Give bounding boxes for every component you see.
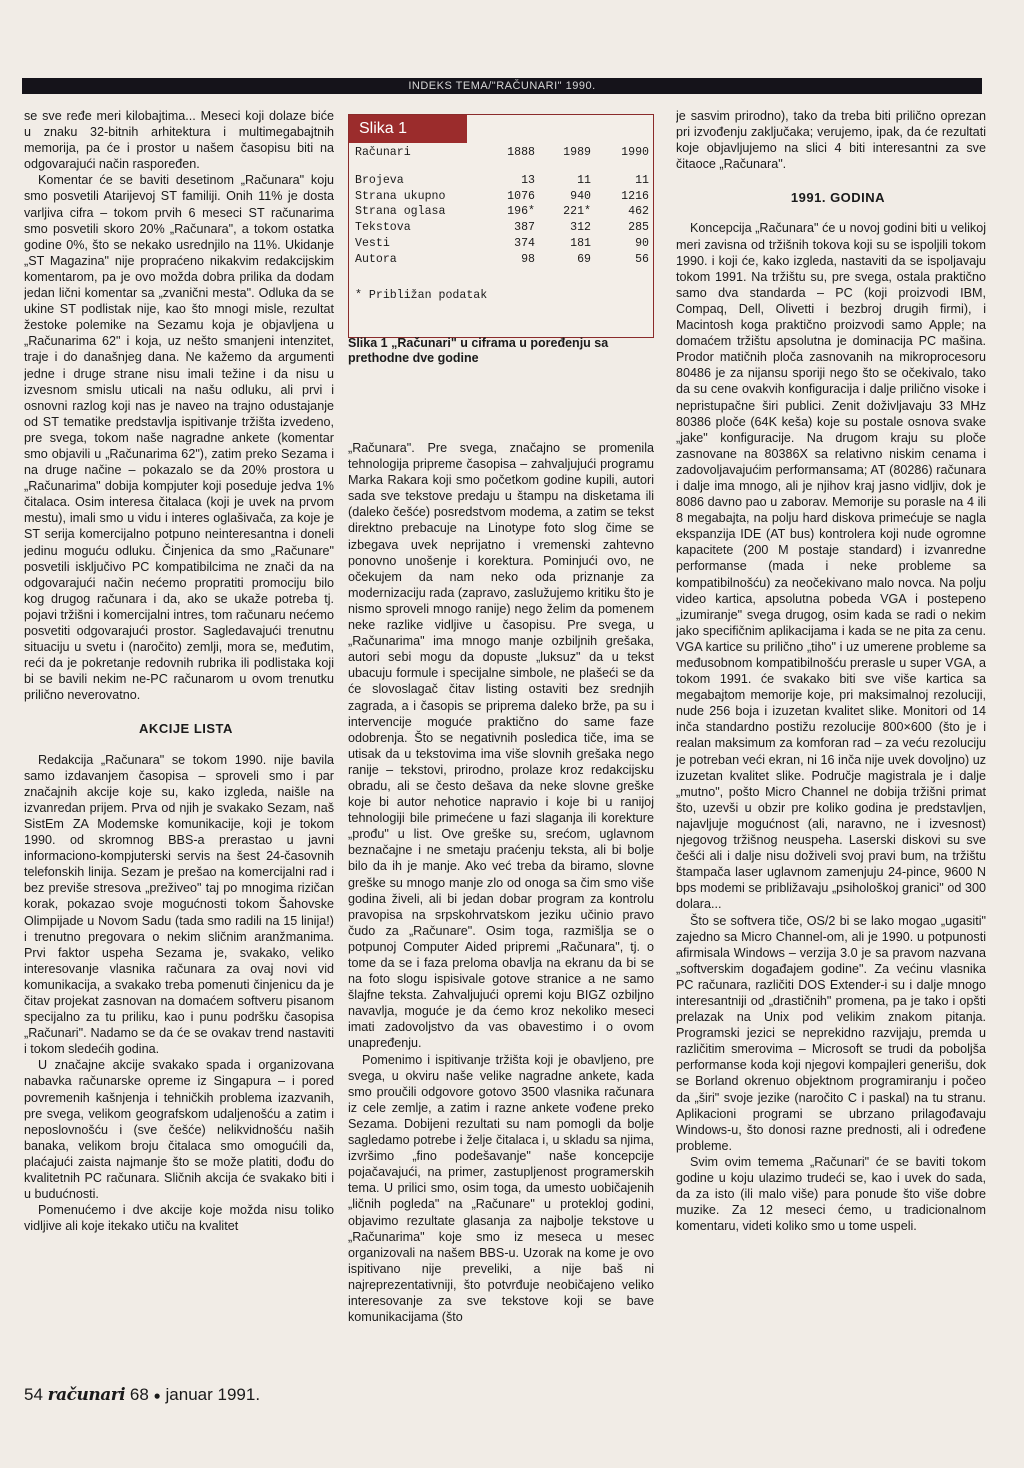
table-header-cell: Računari — [355, 146, 411, 159]
table-cell: 387 — [514, 221, 535, 235]
table-cell: 11 — [577, 173, 591, 187]
issue-date: januar 1991. — [165, 1385, 261, 1404]
table-cell: Vesti — [355, 236, 390, 250]
figure-label: Slika 1 — [349, 115, 467, 143]
table-row — [355, 252, 649, 268]
table-cell: 374 — [514, 236, 535, 250]
paragraph: se sve ređe meri kilobajtima... Meseci koji dolaze biće u znaku 32-bitnih arhitektura i multimegabajtnih memorija, pa će i prostor u našem časopisu biti na odgovarajući način raspoređen. — [24, 109, 334, 172]
issue-number: 68 — [129, 1385, 149, 1404]
table-cell: 56 — [635, 252, 649, 266]
table-cell: 221* — [563, 205, 591, 219]
table-cell: Strana oglasa — [355, 205, 446, 219]
paragraph: U značajne akcije svakako spada i organizovana nabavka računarske opreme iz Singapura – i pored povremenih kašnjenja i tehničkih problema izazvanih, pre svega, velikom geografskom udaljenošću a zatim i neposlovnošću i (sve češće) nelikvidnošću naših banaka, velikom broju čitalaca smo omogućili da, plaćajući zaista najmanje što se može platiti, dođu do kvalitetnih PC računara. Sličnih akcija će svakako biti i u budućnosti. — [24, 1058, 334, 1202]
magazine-logo: računari — [47, 1385, 126, 1405]
bullet-icon: ● — [153, 1388, 161, 1403]
table-spacer — [355, 161, 649, 173]
paragraph: Komentar će se baviti desetinom „Računara" koju smo posvetili Atarijevoj ST familiji. Onih 11% je dosta varljiva cifra – tokom prvih 6 meseci ST računarima smo posvetili skoro 20% „Računara", a tokom ostatka godine 0%, što se nekako usrednjilo na 11%. Ukidanje „ST Magazina" nije propraćeno nikakvim redakcijskim komentarom, pa je ovo možda dobra prilika da dodam jedan lični komentar sa „zvanični mesta". Odluka da se ukine ST podlistak nije, kao što mnogi misle, rezultat žestoke polemike na Sezamu koja je objavljena u „Računarima 62" i koja, uz nešto smanjeni intenzitet, traje i do današnjeg dana. Ne kažemo da argumenti jedne i druge strane nisu imali težine i da nisu u izvesnom smislu uticali na našu odluku, ali prvi i osnovni razlog koji nas je naveo na trajno odustajanje od ST tematike predstavlja ispitivanje tržišta izvedeno, pre svega, tokom naše nagradne ankete (komentar smo objavili u „Računarima 62"), zatim preko Sezama i na druge načine – pokazalo se da 20% prostora u „Računarima" dobija kompjuter koji poseduje jedva 1% čitalaca. Osim interesa čitalaca (koji je uvek na prvom mestu), imali smo u vidu i interes oglašivača, za koje je ST serija komercijalno potpuno neinteresantna i doneli jedinu moguću odluku. Činjenica da smo „Računare" posvetili isključivo PC kompatibilcima ne znači da na odgovarajući način nećemo propratiti promociju bilo kog drugog računara i da, ako se ukaže potreba tj. pojavi tržišni i komercijalni intres, tom računaru nećemo posvetiti odgovarajući prostor. Sagledavajući trenutnu situaciju u svetu i (naročito) zemlji, mora se, međutim, reći da je pokretanje redovnih rubrika ili podlistaka koji bi se bavili nekim ne-PC računarom u ovom trenutku prilično neverovatno. — [24, 173, 334, 703]
table-cell: 90 — [635, 236, 649, 250]
table-cell: 285 — [628, 221, 649, 235]
stats-table — [355, 145, 649, 268]
section-heading-akcije: AKCIJE LISTA — [139, 721, 233, 737]
table-cell: 312 — [570, 221, 591, 235]
paragraph: Pomenućemo i dve akcije koje možda nisu toliko vidljive ali koje itekako utiču na kvalitet — [24, 1203, 334, 1234]
paragraph: je sasvim prirodno), tako da treba biti prilično oprezan pri izvođenju zaključaka; verujemo, ipak, da će rezultati koje objavljujemo na slici 4 biti interesantni za sve čitaoce „Računara". — [676, 109, 986, 172]
table-cell: 196* — [507, 205, 535, 219]
figure-caption: Slika 1 „Računari" u ciframa u poređenju sa prethodne dve godine — [348, 336, 609, 365]
section-header-bar — [22, 78, 982, 94]
table-header-cell: 1888 — [507, 146, 535, 159]
table-header-cell: 1990 — [621, 146, 649, 159]
section-header-text: INDEKS TEMA/"RAČUNARI" 1990. — [408, 80, 596, 92]
section-heading-1991: 1991. GODINA — [790, 190, 886, 206]
table-cell: Strana ukupno — [355, 189, 446, 203]
right-column — [676, 108, 986, 1378]
table-cell: Tekstova — [355, 221, 411, 235]
page-footer — [24, 1384, 260, 1407]
table-cell: 11 — [635, 173, 649, 187]
table-cell: Brojeva — [355, 173, 404, 187]
paragraph: Pomenimo i ispitivanje tržišta koji je obavljeno, pre svega, u okviru naše velike nagradne ankete, kada smo proučili odgovore gotovo 3500 vlasnika računara iz cele zemlje, a zatim i razne ankete vođene preko Sezama. Dobijeni rezultati su nam pomogli da bolje sagledamo potrebe i želje čitalaca i, u skladu sa njima, izvršimo „fino podešavanje" naše koncepcije pojačavajući, na primer, zastupljenost programerskih tema. U prilici smo, osim toga, da umesto uobičajenih „ličnih pogleda" na „Računare" u protekloj godini, objavimo rezultate glasanja za najbolje tekstove u „Računarima" koje smo iz meseca u mesec organizovali na našem BBS-u. Uzorak na kome je ovo ispitivano nije preveliki, a nije baš ni najreprezentativniji, što potvrđuje neobičajeno veliko interesovanje za sve tekstove koji se bave komunikacijama (što — [348, 1052, 654, 1325]
table-cell: 1076 — [507, 189, 535, 203]
paragraph: Redakcija „Računara" se tokom 1990. nije bavila samo izdavanjem časopisa – sproveli smo i par značajnih akcije koje su, kako izgleda, naišle na izvanredan prijem. Prva od njih je svakako Sezam, naš SistEm ZA Modemske komunikacije, koji je tokom 1990. od skromnog BBS-a prerastao u javni informaciono-kompjuterski servis na šest 24-časovnih telefonskih linija. Sezam je prešao na komercijalni rad i bez previše stresova „preživeo" taj po mnogima rizičan korak, pokazao svoje mogućnosti tokom Šahovske Olimpijade u Novom Sadu (tada smo radili na 15 linija!) i trenutno pregovara o nekim sličnim aranžmanima. Prvi faktor uspeha Sezama je, svakako, veliko interesovanje vlasnika računara za ovaj novi vid komunikacija, a svakako treba pomenuti činjenicu da je čitav projekat zasnovan na domaćem softveru pisanom specijalno za tu priliku, kao i punu podršku časopisa „Računari". Nadamo se da će se ovakav trend nastaviti i tokom sledećih godina. — [24, 752, 334, 1057]
table-row — [355, 220, 649, 236]
table-cell: 940 — [570, 189, 591, 203]
paragraph: Koncepcija „Računara" će u novoj godini biti u velikoj meri zavisna od tržišnih tokova koji su se ispoljili tokom 1990. i koji će, kako izgleda, nastaviti da se ispoljavaju tokom 1991. Na tržištu su, pre svega, ostala praktično samo dva standarda – PC (koji proizvodi IBM, Compaq, Dell, Olivetti i bezbroj drugih firmi), i Macintosh koga praktično proizvodi samo Apple; na domaćem tržištu apsolutna je dominacija PC mašina. Prodor matičnih ploča zasnovanih na mikroprocesoru 80486 je za nijansu sporiji nego što se očekivalo, tako da su cene ovakvih konfiguracija i dalje prilično visoke i nepristupačne širi publici. Zenit doživljavaju 33 MHz 80386 ploče (64K keša) koje su postale osnova svake „jake" konfiguracije. Na drugom kraju su ploče zasnovane na 80386X sa relativno niskim cenama i zadovoljavajućim performansama; AT (80286) računara i dalje ima mnogo, ali je njihov kraj jasno vidljiv, dok je 8086 davno pao u zaborav. Memorije su porasle na 4 ili 8 megabajta, na polju hard diskova primećuje se nagla ekspanzija IDE (AT bus) kontrolera koji nude ogromne kapacitete (200 M postaje standard) i izvanredne performanse (mada i neke probleme sa kompatibilnošću) za neočekivano malo novca. Na polju video kartica, apsolutna pobeda VGA i postepeno „izumiranje" svega drugog, osim kada se radi o nekim jako specifičnim aplikacijama i kada se ne pita za cenu. VGA kartice su prilično „tiho" i uz umerene probleme sa međusobnom kompatibilnošću prerasle u super VGA, a tokom 1991. će svakako biti sve više kartica sa megabajtom memorije koje, pri maksimalnoj rezoluciji, nude 256 boja i izuzetan kvalitet slike. Monitori od 14 inča standardno postižu rezolucije 800×600 (što je i realan maksimum za komforan rad – za veću rezoluciju je potreban veći ekran, ni 16 inča nije uvek dovoljno) uz izuzetan kvalitet slike. Područje magistrala je i dalje „mutno", pošto Micro Channel ne dobija tržišni primat što, uzevši u obzir pre koliko godina je predstavljen, najavljuje mogućnost (ali, naravno, ne i izvesnost) njegovog tržišnog neuspeha. Laserski diskovi su sve češći ali i dalje nisu doživeli svoj pravi bum, na tržištu štampača laser uglavnom zamenjuju 24-pince, 9600 N bps modemi se približavaju „psihološkoj granici" od 300 dolara... — [676, 221, 986, 912]
table-cell: 462 — [628, 205, 649, 219]
table-cell: 1216 — [621, 189, 649, 203]
middle-column — [348, 440, 654, 1378]
left-column — [24, 108, 334, 1378]
table-row — [355, 173, 649, 189]
table-cell: Autora — [355, 252, 397, 266]
table-cell: 181 — [570, 236, 591, 250]
table-header-cell: 1989 — [563, 146, 591, 159]
table-row — [355, 236, 649, 252]
table-row — [355, 204, 649, 220]
paragraph: Svim ovim temema „Računari" će se baviti tokom godine u koju ulazimo trudeći se, kao i uvek do sada, da za isto (ili malo više) para ponude što više dobre muzike. Za 12 meseci ćemo, u tradicionalnom komentaru, videti koliko smo u tome uspeli. — [676, 1154, 986, 1234]
table-row — [355, 189, 649, 205]
paragraph: Što se softvera tiče, OS/2 bi se lako mogao „ugasiti" zajedno sa Micro Channel-om, ali je 1990. u potpunosti afirmisala Windows – verzija 3.0 je sa pravom nazvana „softverskim događajem godine". Za većinu vlasnika PC računara, različiti DOS Extender-i su i dalje mnogo interesantniji od „drastičnih" promena, pa je tako i opšti prelazak na Unix pod velikim znakom pitanja. Programski jezici se neprekidno razvijaju, premda u različitim smerovima – Microsoft se trudi da poboljša performanse koda koji njegovi kompajleri generišu, dok se Borland okrenuo objektnom programiranju i počeo da „širi" svoje jezike (naročito C i paskal) na tu stranu. Aplikacioni programi se ubrzano prilagođavaju Windows-u, što donosi razne prednosti, ali i određene probleme. — [676, 913, 986, 1153]
figure-table-box — [348, 114, 654, 338]
table-footnote: * Približan podatak — [355, 289, 488, 302]
table-cell: 69 — [577, 252, 591, 266]
table-cell: 13 — [521, 173, 535, 187]
paragraph: „Računara". Pre svega, značajno se promenila tehnologija pripreme časopisa – zahvaljujući programu Marka Rakara koji smo početkom godine kupili, autori sada sve tekstove predaju u štampu na disketama ili (daleko češće) posredstvom modema, a zatim se tekst direktno prebacuje na Linotype foto slog čime se izbegava uvek neprijatno i vremenski zahtevno ponovno unošenje i korektura. Pominjući ovo, ne očekujem da nam neko oda priznanje za modernizaciju rada (zapravo, zaslužujemo kritiku što je nismo sproveli mnogo ranije) nego želim da pomenem neke razlike vidljive u časopisu. Pre svega, u „Računarima" ima mnogo manje ozbiljnih grešaka, autori sebi mogu da dopuste „luksuz" da u tekst ubacuju formule i specijalne simbole, ne plašeći se da će slovoslagač čitav listing ostaviti bez srednjih zagrada, a i časopis se priprema daleko brže, pa su i intervencije moguće praktično do same faze odobrenja. Što se negativnih posledica tiče, ima se utisak da u tekstovima ima više slovnih grešaka nego ranije – tekstovi, prirodno, prolaze kroz redakcijsku obradu, ali se često dešava da neke slovne greške koje bi autor nehotice napravio i koje bi u ranijoj tehnologiji bile primećene u fazi slaganja ili korekture „prođu" u list. Ove greške su, srećom, uglavnom beznačajne i ne smetaju praćenju teksta, ali bi bolje bilo da ih je manje. Ako već treba da biramo, slovne greške su mnogo manje zlo od onoga sa čim smo više godina živeli, ali bi jedan dobar program za kontrolu pravopisa na srpskohrvatskom jeziku učinio pravo čudo za „Računare". Osim toga, razmišlja se o potpunoj Computer Aided pripremi „Računara", tj. o tome da se i faza preloma obavlja na ekranu da bi se na foto slogu ispisivale gotove stranice a ne samo šlajfne teksta. Zahvaljujući opremi koju BIGZ ozbiljno navavlja, moguće je da ćemo kroz nekoliko meseci imati zadovoljstvo da vas obavestimo i o ovom unapređenju. — [348, 441, 654, 1051]
page-number: 54 — [24, 1385, 43, 1404]
table-header-row — [355, 145, 649, 161]
table-cell: 98 — [521, 252, 535, 266]
